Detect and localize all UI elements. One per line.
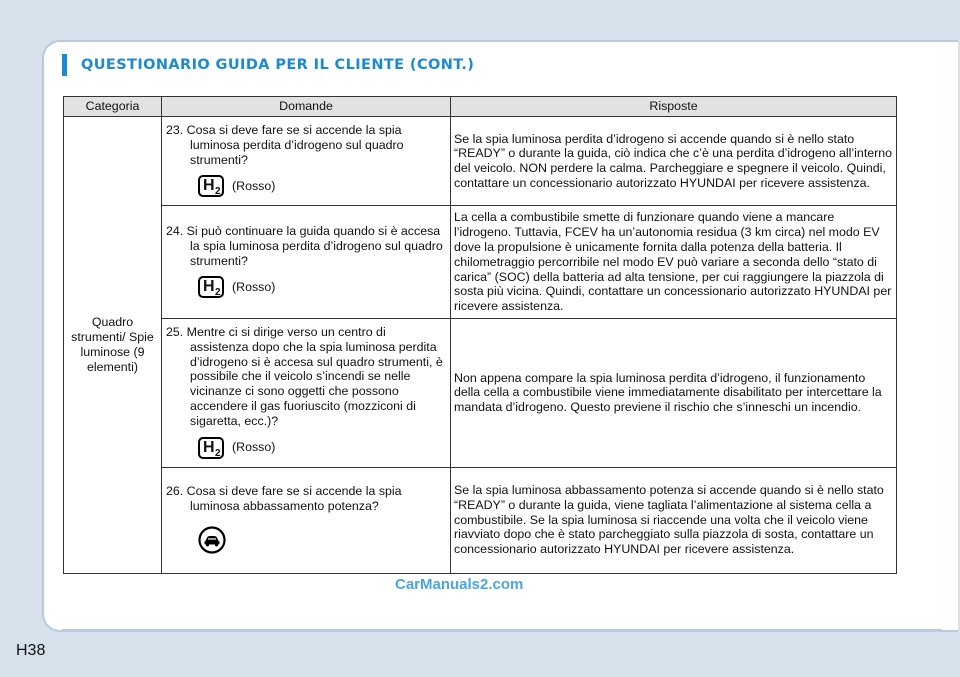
question-text: 24. Si può continuare la guida quando si è accesa la spia luminosa perdita d’idrogeno sul quadro strumenti? [166, 223, 443, 268]
question-cell [162, 206, 451, 319]
table-row [64, 117, 897, 206]
question-cell [162, 467, 451, 573]
answer-cell: Se la spia luminosa abbassamento potenza si accende quando si è nello stato “READY” o durante la guida, viene tagliata l’alimentazione al sistema cella a combustibile. Se la spia luminosa si riaccende una volta che il veicolo viene riavviato dopo che è stato parcheggiato sulla piazzola di sosta, contattare un concessionario autorizzato HYUNDAI per ricevere assistenza. [451, 467, 897, 573]
footer-divider [62, 629, 942, 631]
section-title-bar [62, 54, 474, 76]
category-cell: Quadro strumenti/ Spie luminose (9 elementi) [64, 117, 162, 574]
page-number: H38 [16, 642, 46, 659]
question-text: 26. Cosa si deve fare se si accende la spia luminosa abbassamento potenza? [166, 484, 402, 514]
h2-warning-icon: H 2 [198, 276, 224, 298]
section-title: QUESTIONARIO GUIDA PER IL CLIENTE (CONT.) [81, 57, 475, 73]
question-cell [162, 117, 451, 206]
title-accent-bar [62, 54, 67, 76]
column-header-category: Categoria [64, 97, 162, 117]
warning-lamp [198, 276, 446, 298]
warning-lamp [198, 175, 446, 197]
column-header-answers: Risposte [451, 97, 897, 117]
table-row [64, 318, 897, 467]
answer-cell: Non appena compare la spia luminosa perdita d’idrogeno, il funzionamento della cella a combustibile viene immediatamente disabilitato per intercettare la mandata d’idrogeno. Questo previene il rischio che s’inneschi un incendio. [451, 318, 897, 467]
question-text: 23. Cosa si deve fare se si accende la spia luminosa perdita d’idrogeno sul quadro strumenti? [166, 123, 404, 167]
h2-warning-icon: H 2 [198, 175, 224, 197]
warning-lamp [198, 437, 446, 459]
h2-warning-icon: H 2 [198, 437, 224, 459]
column-header-questions: Domande [162, 97, 451, 117]
watermark-link[interactable]: CarManuals2.com [395, 576, 524, 593]
answer-cell: La cella a combustibile smette di funzionare quando viene a mancare l’idrogeno. Tuttavia, FCEV ha un’autonomia residua (3 km circa) nel modo EV dove la propulsione è unicamente fornita dalla potenza della batteria. Il chilometraggio percorribile nel modo EV può variare a seconda dello “stato di carica” (SOC) della batteria ad alta tensione, per cui raggiungere la piazzola di sosta più vicina. Quindi, contattare un concessionario autorizzato HYUNDAI per ricevere assistenza. [451, 206, 897, 319]
warning-lamp [198, 526, 446, 554]
answer-cell: Se la spia luminosa perdita d’idrogeno si accende quando si è nello stato “READY” o durante la guida, ciò indica che c’è una perdita d’idrogeno all’interno del veicolo. NON perdere la calma. Parcheggiare e spegnere il veicolo. Quindi, contattare un concessionario autorizzato HYUNDAI per ricevere assistenza. [451, 117, 897, 206]
question-text: 25. Mentre ci si dirige verso un centro di assistenza dopo che la spia luminosa perdita d’idrogeno si è accesa sul quadro strumenti, è possibile che il veicolo s’incendi se nelle vicinanze ci sono oggetti che possono accendere il gas fuoriuscito (mozziconi di sigaretta, ecc.)? [166, 324, 443, 428]
lamp-color-label: (Rosso) [232, 440, 276, 455]
lamp-color-label: (Rosso) [232, 279, 276, 294]
table-header-row [64, 97, 897, 117]
power-down-car-icon [198, 526, 226, 554]
question-cell [162, 318, 451, 467]
faq-table [63, 96, 897, 574]
table-row [64, 206, 897, 319]
lamp-color-label: (Rosso) [232, 178, 276, 193]
table-row [64, 467, 897, 573]
